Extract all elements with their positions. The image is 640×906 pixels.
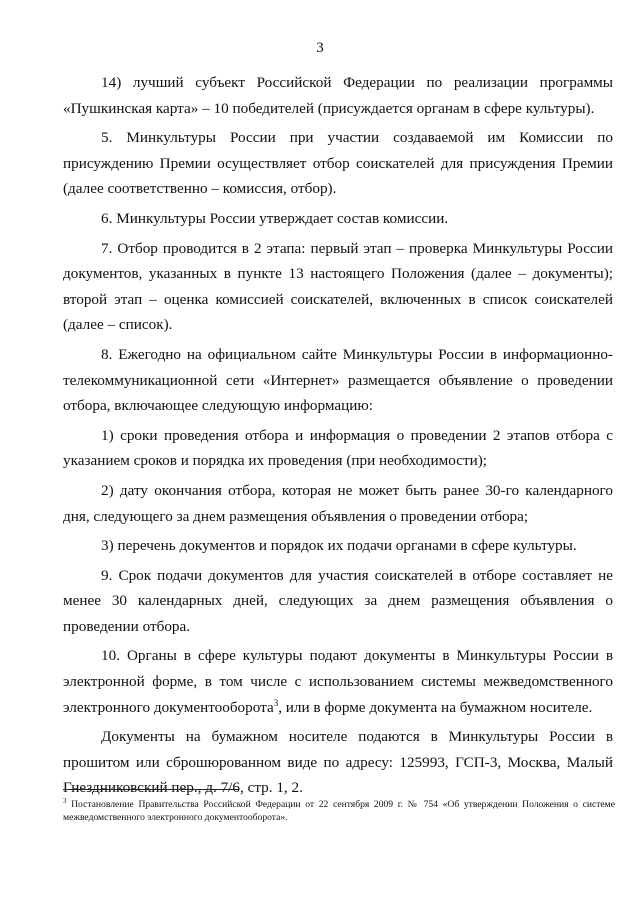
page-number: 3 — [316, 40, 324, 56]
footnote-text: Постановление Правительства Российской Федерации от 22 сентября 2009 г. № 754 «Об утверждении Положения о системе межведомственного электронного документооборота». — [63, 799, 615, 823]
paragraph-7: 7. Отбор проводится в 2 этапа: первый этап – проверка Минкультуры России документов, указанных в пункте 13 настоящего Положения (далее – документы); второй этап – оценка комиссией соискателей, включенных в список соискателей (далее – список). — [63, 239, 613, 334]
paragraph-item-14: 14) лучший субъект Российской Федерации по реализации программы «Пушкинская карта» – 10 победителей (присуждается органам в сфере культуры). — [63, 74, 613, 117]
document-body — [63, 70, 613, 801]
paragraph-5: 5. Минкультуры России при участии создаваемой им Комиссии по присуждению Премии осуществляет отбор соискателей для присуждения Премии (далее соответственно – комиссия, отбор). — [63, 129, 613, 198]
paragraph-8-item-1: 1) сроки проведения отбора и информация о проведении 2 этапов отбора с указанием сроков и порядка их проведения (при необходимости); — [63, 426, 613, 470]
footnote-divider — [63, 789, 239, 790]
footnote-reference: 3 — [273, 697, 279, 708]
paragraph-10-text: 10. Органы в сфере культуры подают документы в Минкультуры России в электронной форме, в том числе с использованием системы межведомственного электронного документооборота — [63, 647, 613, 716]
footnote — [63, 798, 615, 824]
paragraph-9: 9. Срок подачи документов для участия соискателей в отборе составляет не менее 30 календарных дней, следующих за днем размещения объявления о проведении отбора. — [63, 566, 613, 635]
paragraph-10-address: Документы на бумажном носителе подаются в Минкультуры России в прошитом или сброшюрованном виде по адресу: 125993, ГСП-3, Москва, Малый Гнездниковский пер., д. 7/6, стр. 1, 2. — [63, 728, 613, 797]
paragraph-8: 8. Ежегодно на официальном сайте Минкультуры России в информационно-телекоммуникационной сети «Интернет» размещается объявление о проведении отбора, включающее следующую информацию: — [63, 345, 613, 415]
paragraph-10 — [63, 643, 613, 720]
paragraph-8-item-3: 3) перечень документов и порядок их подачи органами в сфере культуры. — [101, 537, 577, 555]
paragraph-10-text-end: , или в форме документа на бумажном носителе. — [278, 698, 593, 716]
paragraph-6: 6. Минкультуры России утверждает состав комиссии. — [101, 209, 449, 227]
footnote-mark: 3 — [63, 796, 67, 805]
paragraph-8-item-2: 2) дату окончания отбора, которая не может быть ранее 30-го календарного дня, следующего за днем размещения объявления о проведении отбора; — [63, 481, 613, 525]
